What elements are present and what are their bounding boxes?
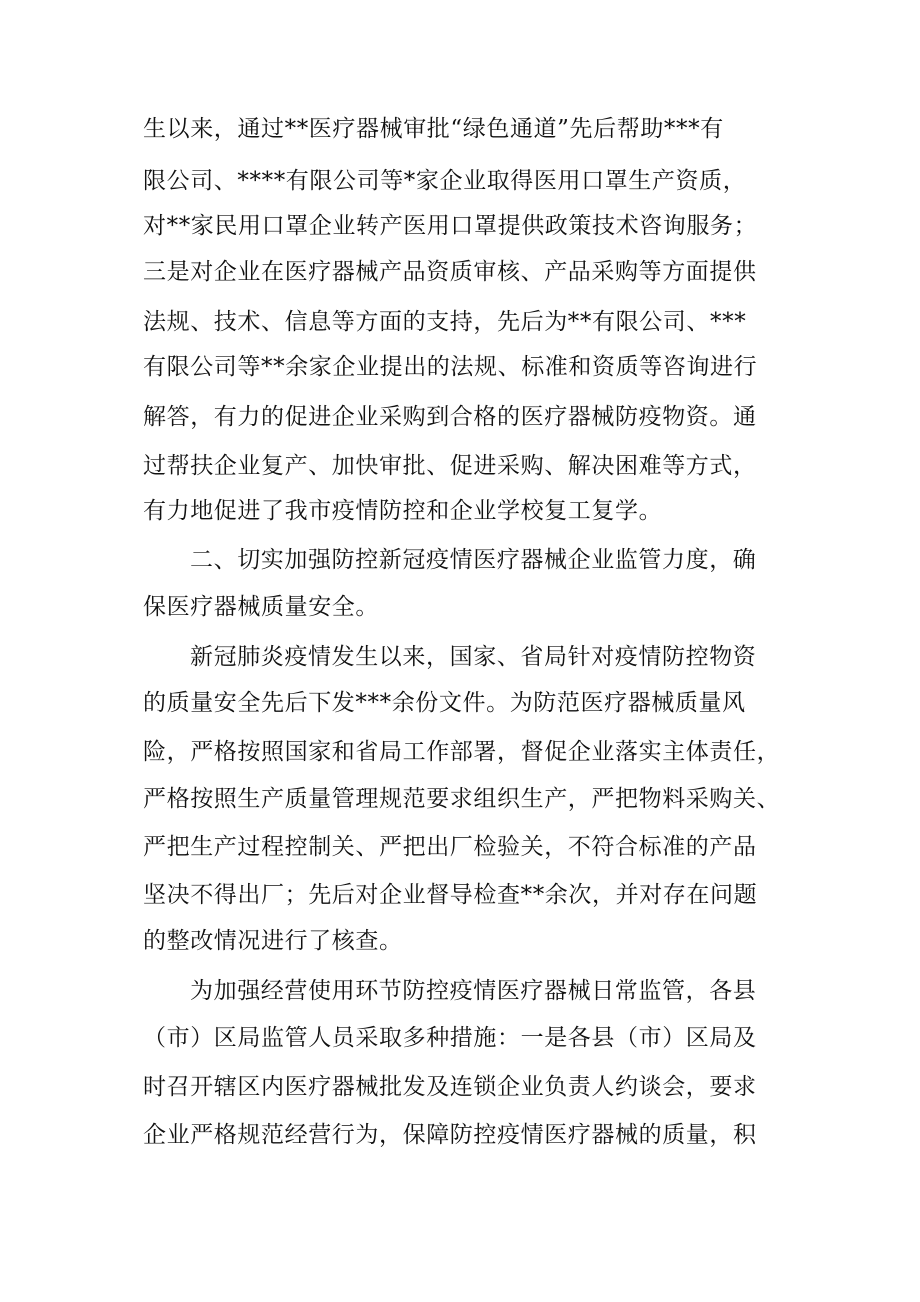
- text-line: 有力地促进了我市疫情防控和企业学校复工复学。: [143, 498, 663, 524]
- text-line: 生以来，通过**医疗器械审批“绿色通道”先后帮助***有: [143, 116, 724, 142]
- text-line: 严格按照生产质量管理规范要求组织生产，严把物料采购关、: [143, 786, 781, 812]
- text-line: 为加强经营使用环节防控疫情医疗器械日常监管，各县: [190, 978, 757, 1004]
- text-line: 三是对企业在医疗器械产品资质审核、产品采购等方面提供: [143, 259, 757, 285]
- text-line: 的质量安全先后下发***余份文件。为防范医疗器械质量风: [143, 690, 746, 716]
- text-line: 时召开辖区内医疗器械批发及连锁企业负责人约谈会，要求: [143, 1074, 757, 1100]
- text-line: 过帮扶企业复产、加快审批、促进采购、解决困难等方式，: [143, 453, 757, 479]
- text-line: 的整改情况进行了核查。: [143, 928, 403, 954]
- text-line: 对**家民用口罩企业转产医用口罩提供政策技术咨询服务；: [143, 213, 758, 239]
- text-line: 新冠肺炎疫情发生以来，国家、省局针对疫情防控物资: [190, 644, 757, 670]
- text-line: 限公司、****有限公司等*家企业取得医用口罩生产资质，: [143, 168, 747, 194]
- text-line: 险，严格按照国家和省局工作部署，督促企业落实主体责任，: [143, 739, 781, 765]
- text-line: 有限公司等**余家企业提出的法规、标准和资质等咨询进行: [143, 354, 758, 380]
- text-line: 严把生产过程控制关、严把出厂检验关，不符合标准的产品: [143, 834, 757, 860]
- text-line: （市）区局监管人员采取多种措施：一是各县（市）区局及: [143, 1025, 757, 1051]
- section-heading-line: 保医疗器械质量安全。: [143, 594, 379, 620]
- text-line: 解答，有力的促进企业采购到合格的医疗器械防疫物资。通: [143, 404, 757, 430]
- text-line: 法规、技术、信息等方面的支持，先后为**有限公司、***: [143, 309, 747, 335]
- text-line: 坚决不得出厂；先后对企业督导检查**余次，并对存在问题: [143, 882, 758, 908]
- text-line: 企业严格规范经营行为，保障防控疫情医疗器械的质量，积: [143, 1122, 757, 1148]
- section-heading-line: 二、切实加强防控新冠疫情医疗器械企业监管力度，确: [190, 547, 757, 573]
